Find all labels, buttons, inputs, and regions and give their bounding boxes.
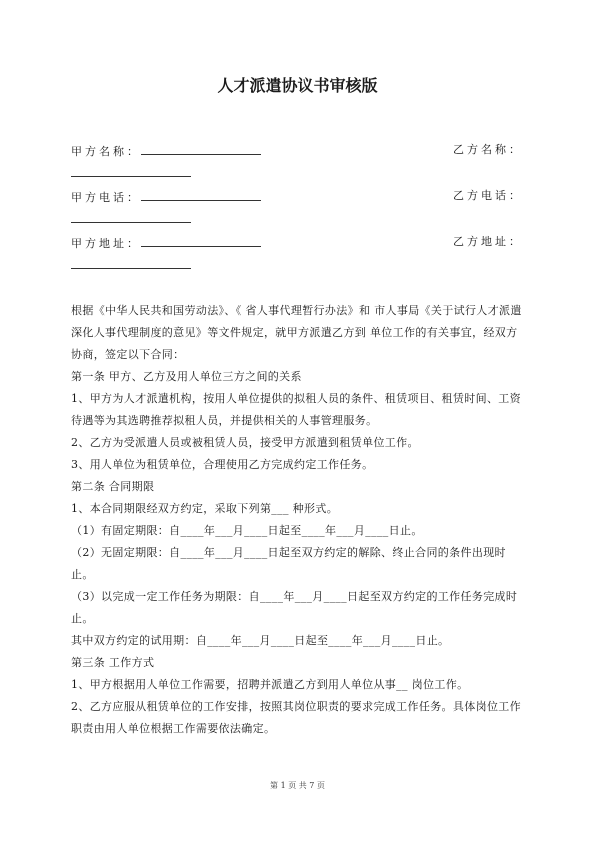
party-a-phone-field[interactable] [71, 188, 261, 206]
party-phone-row [71, 188, 523, 210]
party-a-phone-blank[interactable] [141, 188, 261, 201]
party-address-row [71, 234, 523, 256]
page-number-footer: 第 1 页 共 7 页 [270, 781, 325, 790]
article-3-clause-2: 2、乙方应服从租赁单位的工作安排，按照其岗位职责的要求完成工作任务。具体岗位工作职责由用人单位根据工作需要依法确定。 [71, 700, 521, 735]
party-name-row [71, 142, 523, 164]
article-3-heading: 第三条 工作方式 [71, 656, 155, 669]
party-b-name-blank[interactable] [71, 164, 191, 177]
document-title: 人才派遣协议书审核版 [217, 76, 378, 95]
article-1-clause-2: 2、乙方为受派遣人员或被租赁人员，接受甲方派遣到租赁单位工作。 [71, 436, 419, 449]
party-b-address-blank[interactable] [71, 256, 191, 269]
article-2-heading: 第二条 合同期限 [71, 480, 155, 493]
party-a-name-label: 甲方名称： [71, 145, 141, 158]
party-a-name-blank[interactable] [141, 142, 261, 155]
party-info-block [71, 142, 523, 280]
preamble-paragraph: 根据《中华人民共和国劳动法》、《 省人事代理暂行办法》和 市人事局《关于试行人才派遣深化人事代理制度的意见》等文件规定，就甲方派遣乙方到 单位工作的有关事宜，经双方协商，签定以下合同： [71, 304, 522, 361]
party-a-address-label: 甲方地址： [71, 237, 141, 250]
party-a-phone-label: 甲方电话： [71, 191, 141, 204]
party-b-address-blank-row [71, 256, 523, 280]
term-option-fixed: （1）有固定期限：自____年___月____日起至____年___月____日止。 [71, 524, 423, 537]
article-1-clause-1: 1、甲方为人才派遣机构，按用人单位提供的拟租人员的条件、租赁项目、租赁时间、工资待遇等为其选聘推荐拟租人员，并提供相关的人事管理服务。 [71, 392, 521, 427]
party-a-name-field[interactable] [71, 142, 261, 160]
party-b-phone-blank-row [71, 210, 523, 234]
term-option-task: （3）以完成一定工作任务为期限：自____年___月____日起至双方约定的工作任务完成时止。 [71, 590, 518, 625]
term-option-open: （2）无固定期限：自____年___月____日起至双方约定的解除、终止合同的条件出现时止。 [71, 546, 506, 581]
party-b-address-label: 乙方地址： [453, 235, 523, 248]
article-3-clause-1: 1、甲方根据用人单位工作需要，招聘并派遣乙方到用人单位从事__ 岗位工作。 [71, 678, 469, 691]
article-2-clause-1: 1、本合同期限经双方约定，采取下列第___ 种形式。 [71, 502, 339, 515]
party-b-name-blank-row [71, 164, 523, 188]
party-b-phone-label: 乙方电话： [453, 189, 523, 202]
party-b-phone-blank[interactable] [71, 210, 191, 223]
article-1-clause-3: 3、用人单位为租赁单位，合理使用乙方完成约定工作任务。 [71, 458, 374, 471]
party-a-address-field[interactable] [71, 234, 261, 252]
party-b-name-label: 乙方名称： [453, 143, 523, 156]
contract-body [71, 300, 526, 740]
party-a-address-blank[interactable] [141, 234, 261, 247]
article-1-heading: 第一条 甲方、乙方及用人单位三方之间的关系 [71, 370, 302, 383]
probation-period: 其中双方约定的试用期：自____年___月____日起至____年___月____日止。 [71, 634, 450, 647]
